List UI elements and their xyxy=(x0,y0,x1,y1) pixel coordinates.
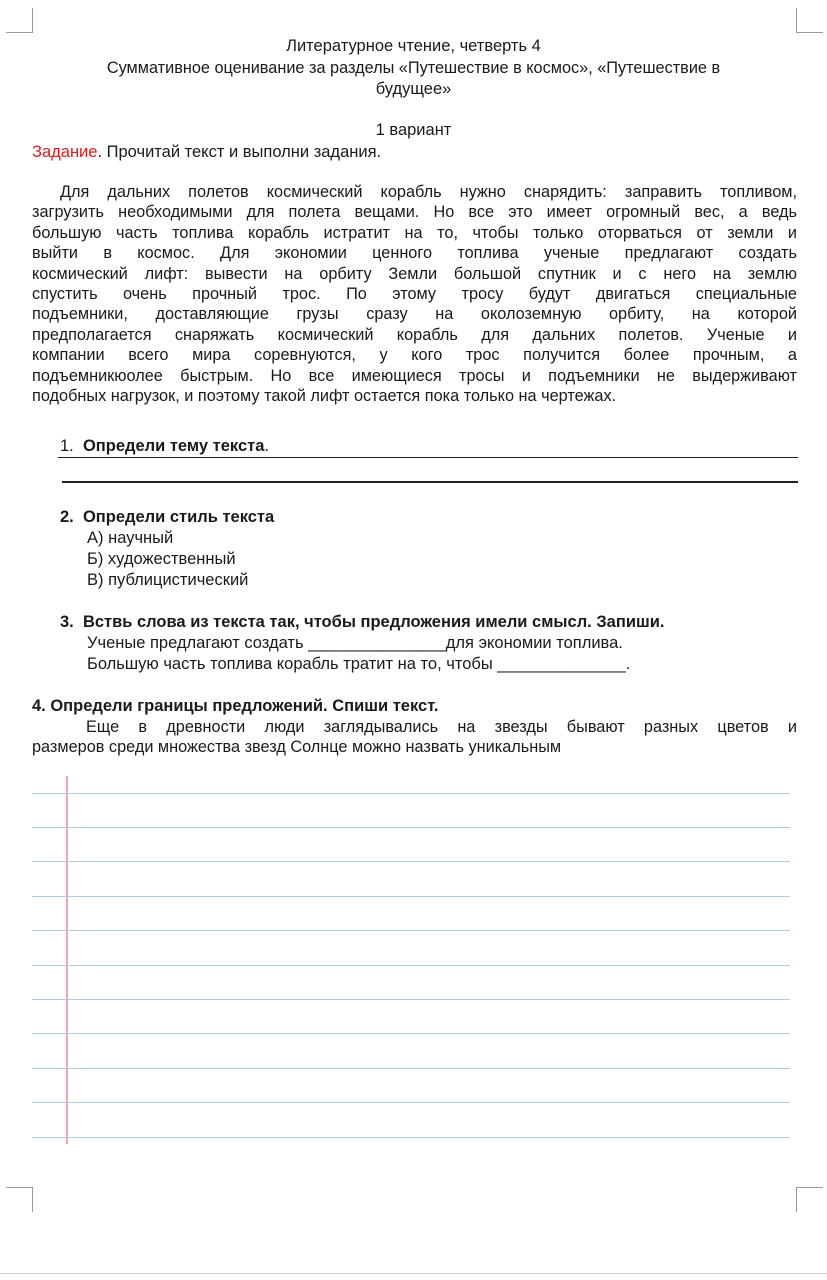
assessment-title-cont: будущее» xyxy=(375,80,452,98)
q3-sentence-2 xyxy=(87,654,630,674)
q1-period: . xyxy=(264,437,269,455)
answer-line-1[interactable] xyxy=(58,457,798,458)
q4-passage xyxy=(32,717,797,758)
q2-text: Определи стиль текста xyxy=(82,508,275,526)
writing-line xyxy=(32,930,790,931)
subject-title: Литературное чтение, четверть 4 xyxy=(286,37,541,55)
question-4: 4. Определи границы предложений. Спиши текст. xyxy=(32,697,439,715)
writing-line xyxy=(32,793,790,794)
crop-mark-bottom-left xyxy=(6,1187,33,1212)
q4-line: Еще в древности люди заглядывались на звезды бывают разных цветов и xyxy=(86,718,797,736)
passage-line: спустить очень прочный трос. По этому тросу будут двигаться специальные xyxy=(32,284,797,303)
q2-option-a[interactable]: А) научный xyxy=(87,529,174,547)
writing-line xyxy=(32,896,790,897)
passage-line: компании всего мира соревнуются, у кого трос получится более прочным, а xyxy=(32,346,797,365)
q3-blank-2[interactable]: ______________ xyxy=(497,655,626,673)
q3-sentence-1-end: для экономии топлива. xyxy=(445,634,623,652)
q3-sentence-1 xyxy=(87,633,623,653)
crop-mark-top-right xyxy=(796,8,823,33)
answer-line-2[interactable] xyxy=(62,481,798,483)
writing-line xyxy=(32,999,790,1000)
passage-line: большую часть топлива корабль истратит на то, чтобы только оторваться от земли и xyxy=(32,223,797,242)
passage-line: Для дальних полетов космический корабль нужно снарядить: заправить топливом, xyxy=(60,183,797,201)
passage-line: предполагается снаряжать космический корабль для дальних полетов. Ученые и xyxy=(32,325,797,344)
passage-line: подобных нагрузок, и поэтому такой лифт остается пока только на чертежах. xyxy=(32,386,617,405)
writing-line xyxy=(32,861,790,862)
passage-line: выйти в космос. Для экономии ценного топлива ученые предлагают создать xyxy=(32,244,797,263)
question-2 xyxy=(60,507,274,527)
question-1 xyxy=(60,436,269,456)
writing-line xyxy=(32,827,790,828)
q3-text: Вствь слова из текста так, чтобы предложения имели смысл. Запиши. xyxy=(82,613,665,631)
writing-line xyxy=(32,1137,790,1138)
passage-line: подъемникюолее быстрым. Но все имеющиеся тросы и подъемники не выдерживают xyxy=(32,366,797,385)
q3-sentence-2-end: . xyxy=(625,655,631,673)
q2-option-b[interactable]: Б) художественный xyxy=(87,550,236,568)
task-label: Задание xyxy=(32,143,98,161)
writing-line xyxy=(32,1102,790,1103)
q4-line: размеров среди множества звезд Солнце можно назвать уникальным xyxy=(32,738,562,757)
margin-line xyxy=(66,776,68,1144)
q3-blank-1[interactable]: _______________ xyxy=(308,634,446,652)
crop-mark-top-left xyxy=(6,8,33,33)
q2-option-c[interactable]: В) публицистический xyxy=(87,571,249,589)
question-3 xyxy=(60,612,664,632)
q3-sentence-1-start: Ученые предлагают создать xyxy=(87,634,309,652)
q3-number: 3. xyxy=(60,613,74,631)
writing-line xyxy=(32,965,790,966)
passage-line: подъемники, доставляющие грузы сразу на околоземную орбиту, на которой xyxy=(32,305,797,324)
task-text: . Прочитай текст и выполни задания. xyxy=(97,143,382,161)
q3-sentence-2-start: Большую часть топлива корабль тратит на то, чтобы xyxy=(87,655,498,673)
writing-line xyxy=(32,1068,790,1069)
q2-number: 2. xyxy=(60,508,74,526)
passage-line: космический лифт: вывести на орбиту Земли большой спутник и с него на землю xyxy=(32,264,797,283)
q1-text: Определи тему текста xyxy=(82,437,265,455)
q1-number: 1. xyxy=(60,437,74,455)
page-edge-line xyxy=(0,1273,827,1274)
variant-label: 1 вариант xyxy=(375,121,452,139)
assessment-title: Суммативное оценивание за разделы «Путешествие в космос», «Путешествие в xyxy=(106,59,721,77)
writing-line xyxy=(32,1033,790,1034)
reading-passage xyxy=(32,182,797,406)
task-instruction xyxy=(32,142,381,162)
passage-line: загрузить необходимыми для полета вещами. Но все это имеет огромный вес, а ведь xyxy=(32,203,797,222)
crop-mark-bottom-right xyxy=(796,1187,823,1212)
